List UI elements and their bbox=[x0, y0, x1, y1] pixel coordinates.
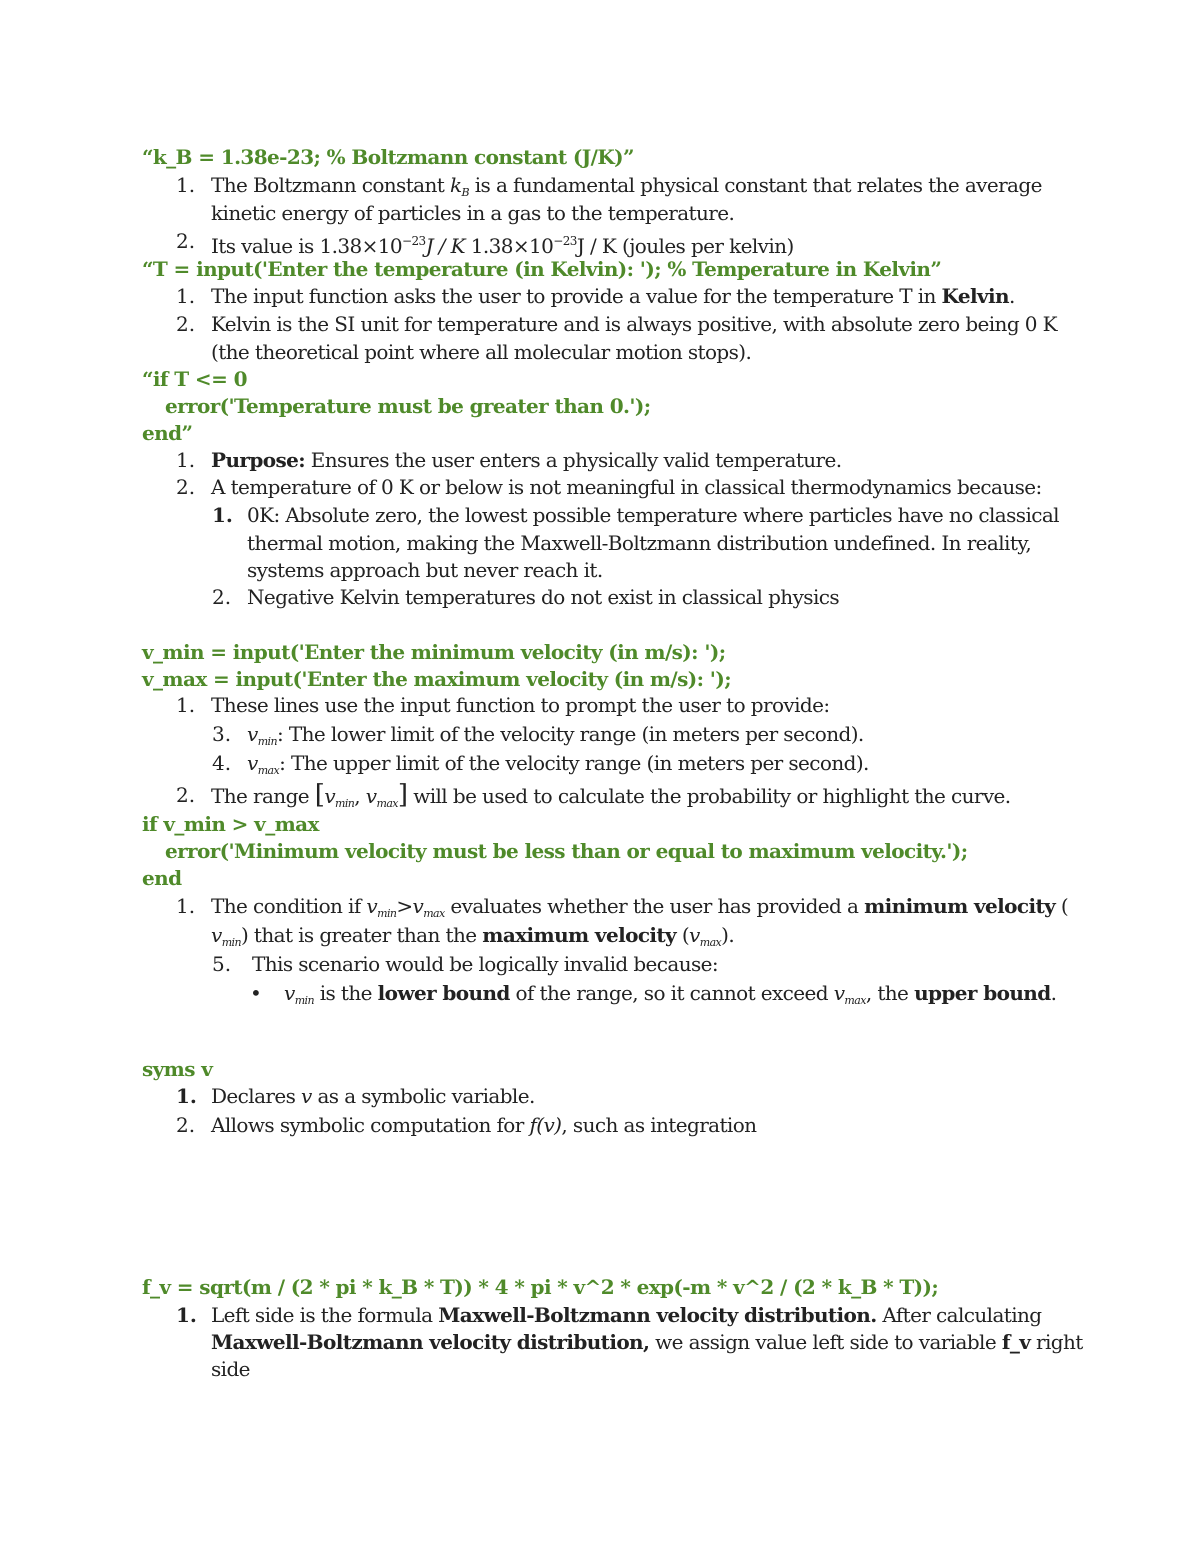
list-item-text: The condition if $v_{min}>v_{max}$ evaluates whether the user has provided a minimum velocity ( bbox=[211, 894, 1069, 920]
code-line-if-vmin: if v_min > v_max bbox=[142, 812, 319, 836]
code-line-kb: “k_B = 1.38e-23; % Boltzmann constant (J/K)” bbox=[142, 145, 634, 169]
list-number: 2. bbox=[176, 312, 196, 336]
sublist-item-text: systems approach but never reach it. bbox=[247, 558, 603, 582]
sublist-item-text: Negative Kelvin temperatures do not exist in classical physics bbox=[247, 585, 840, 609]
list-number: 1. bbox=[176, 284, 196, 308]
code-line-end: end bbox=[142, 866, 182, 890]
list-item-text: Declares v as a symbolic variable. bbox=[211, 1084, 535, 1108]
bullet-item-text: $v_{min}$ is the lower bound of the range, so it cannot exceed $v_{max}$, the upper bound. bbox=[284, 981, 1057, 1007]
list-number: 1. bbox=[176, 693, 196, 717]
sublist-number: 3. bbox=[212, 722, 232, 746]
code-line-error-velocity: error('Minimum velocity must be less than or equal to maximum velocity.'); bbox=[165, 839, 968, 863]
code-line-vmax-input: v_max = input('Enter the maximum velocity (in m/s): '); bbox=[142, 667, 731, 691]
code-line-temperature-input: “T = input('Enter the temperature (in Kelvin): '); % Temperature in Kelvin” bbox=[142, 257, 942, 281]
list-number: 2. bbox=[176, 783, 196, 807]
list-number: 2. bbox=[176, 1113, 196, 1137]
code-line-vmin-input: v_min = input('Enter the minimum velocity (in m/s): '); bbox=[142, 640, 726, 664]
sublist-item-text: thermal motion, making the Maxwell-Boltzmann distribution undefined. In reality, bbox=[247, 531, 1032, 555]
list-number: 1. bbox=[176, 1084, 197, 1108]
sublist-number: 2. bbox=[212, 585, 232, 609]
list-item-text: Allows symbolic computation for f(v), such as integration bbox=[211, 1113, 757, 1137]
sublist-number: 4. bbox=[212, 751, 232, 775]
code-line-syms: syms v bbox=[142, 1057, 213, 1081]
list-item-text: Left side is the formula Maxwell-Boltzmann velocity distribution. After calculating bbox=[211, 1303, 1042, 1327]
list-item-text: The range [$v_{min}$, $v_{max}$] will be used to calculate the probability or highlight the curve. bbox=[211, 780, 1011, 810]
list-item-text: Kelvin is the SI unit for temperature and is always positive, with absolute zero being 0 K bbox=[211, 312, 1058, 336]
code-line-error: error('Temperature must be greater than 0.'); bbox=[165, 394, 651, 418]
list-item-text: These lines use the input function to prompt the user to provide: bbox=[211, 693, 830, 717]
list-number: 2. bbox=[176, 229, 196, 253]
list-number: 1. bbox=[176, 1303, 197, 1327]
sublist-item-text: $v_{min}$: The lower limit of the velocity range (in meters per second). bbox=[247, 722, 864, 748]
list-number: 1. bbox=[176, 173, 196, 197]
list-item-text: A temperature of 0 K or below is not meaningful in classical thermodynamics because: bbox=[211, 475, 1042, 499]
list-number: 1. bbox=[176, 448, 196, 472]
list-item-text: Maxwell-Boltzmann velocity distribution, we assign value left side to variable f_v right bbox=[211, 1330, 1083, 1354]
list-number: 1. bbox=[176, 894, 196, 918]
list-item-text: The Boltzmann constant $k_B$ is a fundamental physical constant that relates the average bbox=[211, 173, 1042, 199]
sublist-item-text: $v_{max}$: The upper limit of the velocity range (in meters per second). bbox=[247, 751, 869, 777]
code-line-end: end” bbox=[142, 421, 193, 445]
list-item-text: Purpose: Ensures the user enters a physically valid temperature. bbox=[211, 448, 842, 472]
list-item-text: $v_{min}$) that is greater than the maximum velocity $(v_{max})$. bbox=[211, 923, 735, 949]
list-item-text: (the theoretical point where all molecular motion stops). bbox=[211, 340, 752, 364]
bullet: • bbox=[250, 981, 262, 1005]
code-line-maxwell-boltzmann: f_v = sqrt(m / (2 * pi * k_B * T)) * 4 * pi * v^2 * exp(-m * v^2 / (2 * k_B * T)); bbox=[142, 1275, 939, 1299]
sublist-item-text: This scenario would be logically invalid because: bbox=[252, 952, 719, 976]
sublist-number: 1. bbox=[212, 503, 233, 527]
code-line-if: “if T <= 0 bbox=[142, 367, 247, 391]
list-item-text: The input function asks the user to provide a value for the temperature T in Kelvin. bbox=[211, 284, 1015, 308]
list-item-text: kinetic energy of particles in a gas to the temperature. bbox=[211, 201, 735, 225]
sublist-item-text: 0K: Absolute zero, the lowest possible temperature where particles have no classical bbox=[247, 503, 1059, 527]
sublist-number: 5. bbox=[212, 952, 232, 976]
list-number: 2. bbox=[176, 475, 196, 499]
list-item-text: Its value is $1.38\times 10^{-23}J / K$ $1.38\times 10^{-23}J / K$ (joules per kelvin) bbox=[211, 234, 794, 258]
list-item-text: side bbox=[211, 1357, 250, 1381]
